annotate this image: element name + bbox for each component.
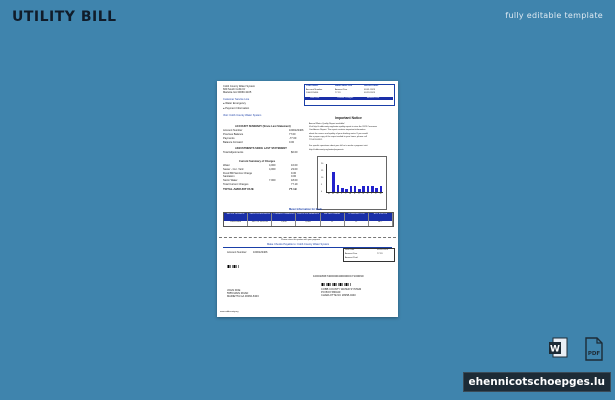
scanline: 1000180674000004000000C7100090 (313, 274, 364, 278)
usage-table (223, 212, 394, 227)
brand-watermark: ehennicotschoepges.lu (463, 372, 611, 392)
company-name: Cobb County Water System (223, 85, 256, 88)
summary-label: Payments (223, 137, 235, 140)
stub-account: 1000123406 (253, 251, 268, 254)
stub-account-label: Account Number: (227, 251, 248, 254)
chart-x-label: A (332, 193, 334, 195)
adjust-value: $0.00 (291, 151, 298, 154)
notice-line: Annual Water Quality Report available! (309, 123, 345, 125)
company-addr2: Marietta GA 30060-3105 (223, 91, 252, 94)
remit-addr2: CHARLOTTE NC 28258-0440 (321, 294, 356, 297)
usage-cell: 5,000 (272, 221, 296, 226)
summary-label: Previous Balance (223, 133, 244, 136)
notice-line: For specific questions about your bill or to make a payment visit (309, 145, 368, 148)
due-row-1: Date Due (310, 97, 320, 99)
word-document-icon[interactable] (548, 337, 564, 357)
top-box-line: 1000123406 (306, 91, 319, 94)
usage-cell: 4,989 (296, 221, 320, 226)
charge-qty: 4,000 (269, 164, 276, 167)
chart-x-label: M (336, 193, 339, 195)
notice-line: about the source and quality of your drinking water. If you would (309, 132, 368, 135)
summary-label: Balance Forward (223, 141, 243, 144)
stub-due-label: Due Date (345, 249, 355, 251)
consumption-chart (317, 156, 387, 210)
top-box-line: 03.29.2023 (364, 91, 375, 94)
usage-cell: 3672 N. SOUTH (248, 221, 272, 226)
small-barcode (227, 265, 239, 268)
usage-header-cell: CURRENT READING (272, 213, 296, 221)
chart-y-tick: 10 (321, 176, 324, 179)
chart-bar (341, 188, 344, 192)
charge-value: 23.00 (291, 167, 298, 171)
usage-title: Meter Information for Each (289, 208, 323, 211)
charge-value: 16.00 (291, 164, 298, 167)
charge-label: Sanitation (223, 175, 235, 179)
stub-addr2: MARIETTA GA 30060-6303 (227, 295, 259, 298)
adjust-label: Total Adjustments (223, 151, 244, 154)
summary-value: 77.00 (289, 133, 296, 136)
summary-value: 1000123406 (289, 129, 304, 132)
summary-label: Account Number (223, 129, 243, 132)
chart-plot-area (321, 162, 383, 195)
chart-bar (350, 186, 353, 192)
charge-value: 77.19 (291, 183, 298, 186)
web-info: Visit: Cobb County Water System (223, 114, 262, 117)
chart-bar (358, 189, 361, 192)
due-row-2: Current Charges (337, 97, 354, 99)
usage-cell: 11 (345, 221, 369, 226)
customer-service: Customer Service Line (223, 98, 250, 101)
top-box-title: Service Dates (364, 85, 379, 87)
notice-title: Important Notice (335, 116, 362, 120)
page-title: UTILITY BILL (12, 9, 117, 25)
notice-line: Confidence Report. The report contains important information (309, 129, 366, 132)
usage-header-cell: PREVIOUS READING (296, 213, 320, 221)
remit-name: COBB COUNTY WATER SYSTEM (321, 288, 362, 291)
page-subtitle: fully editable template (505, 11, 603, 20)
notice-line: 770-419-6201. (309, 139, 323, 141)
detach-note: Please return this portion with your payment (281, 239, 321, 241)
chart-x-label: J (345, 193, 347, 195)
summary-title: ACCOUNT SUMMARY (Since Last Statement) (235, 125, 291, 128)
summary-value: 0.00 (289, 141, 295, 144)
charge-label: Fixed Bill Service Charge (223, 171, 253, 175)
notice-line: Visit http://cobbcounty.org/water-quality-report to view the 2023 Consumer (309, 126, 378, 129)
notice-line: http://cobbcounty.org/water/payments (309, 148, 344, 151)
summary-value: -77.00 (289, 137, 297, 140)
chart-bar (354, 186, 357, 192)
usage-cell: ACT (369, 221, 393, 226)
usage-header-cell: METER USAGE (321, 213, 345, 221)
stub-addr1: 5555 MAIN ROAD (227, 292, 249, 295)
pdf-label: PDF (587, 351, 601, 357)
chart-bar (367, 186, 370, 192)
usage-header-cell: SERVICE ADDRESS (248, 213, 272, 221)
chart-bar (371, 186, 374, 192)
charge-label: Water (223, 164, 230, 167)
charge-value: 0.00 (291, 175, 297, 179)
top-box-line: Amount Due (335, 88, 348, 91)
chart-bar (375, 188, 378, 192)
charge-label: Total Current Charges (223, 183, 249, 186)
charge-label: Sewer - Cur. Yard (223, 167, 244, 171)
top-box-title: Cobb Water (306, 85, 319, 87)
chart-x-label: M (379, 193, 382, 195)
chart-bar (380, 186, 383, 192)
stub-amount-label: Amount Due (345, 253, 358, 255)
top-box-line: 77.19 (335, 91, 341, 94)
charge-label: Storm Water (223, 179, 238, 183)
remit-addr1: PO BOX 580440 (321, 291, 341, 294)
stub-amount: 77.19 (377, 253, 383, 255)
stub-title: Make Checks Payable to: Cobb County Water System (267, 243, 330, 246)
charge-value: 18.00 (291, 179, 298, 183)
phone-line-2: ● Payment Information (223, 107, 250, 110)
chart-x-label: N (362, 193, 364, 195)
charge-qty: 7.000 (269, 179, 276, 183)
notice-line: like a paper copy of the report mailed to your home, please call (309, 135, 367, 138)
usage-header-row (224, 213, 393, 221)
usage-header-cell: CONSUMPTION (345, 213, 369, 221)
charge-value: 9.30 (291, 171, 297, 175)
chart-x-label: M (328, 193, 330, 195)
stub-due: 03.28.2023 (377, 249, 388, 251)
chart-x-label: D (366, 193, 369, 195)
detach-line (219, 237, 396, 238)
phone-line-1: ● Water Emergency (223, 102, 246, 105)
stub-name: JOHN DOE (227, 289, 241, 292)
chart-x-label: J (371, 193, 373, 195)
chart-y-tick: 20 (321, 162, 324, 165)
footer-url: www.cobbcounty.org (220, 311, 239, 313)
amount-paid-label: Amount Paid (345, 257, 358, 259)
charge-qty: 4,000 (269, 167, 276, 171)
usage-header-cell: BILL STATUS (369, 213, 393, 221)
chart-y-tick: 15 (321, 169, 324, 172)
top-box-title: Water Meter Use (335, 85, 353, 87)
chart-y-tick: 5 (321, 183, 323, 186)
chart-x-label: J (340, 193, 342, 195)
chart-x-label: O (358, 193, 360, 195)
company-addr1: 660 South Cobb Dr (223, 88, 246, 91)
remit-barcode (321, 283, 351, 286)
chart-bar (332, 172, 335, 192)
bill-document (217, 81, 398, 317)
pdf-document-icon[interactable] (583, 337, 599, 357)
charges-title: Current Summary of Charges (239, 160, 276, 163)
chart-x-label: F (375, 193, 377, 195)
word-letter: W (550, 344, 560, 355)
chart-bar (345, 189, 348, 192)
total-value: 77.19 (289, 187, 297, 191)
usage-row (224, 221, 393, 226)
chart-bar (337, 185, 340, 192)
adjust-title: ADJUSTMENTS SINCE LAST STATEMENT (235, 147, 287, 150)
usage-header-cell: METER NUMBER (224, 213, 248, 221)
usage-cell: 100013464 (224, 221, 248, 226)
total-label: TOTAL AMOUNT DUE (223, 187, 254, 191)
due-row-3: Amount Due (367, 97, 380, 99)
chart-x-label: A (349, 193, 351, 195)
top-box-line: 03.01.2023 (364, 88, 375, 91)
usage-cell: 11 (321, 221, 345, 226)
top-box-line: Account Number (306, 88, 323, 91)
chart-x-label: S (353, 193, 356, 195)
chart-y-tick: 0 (321, 190, 323, 193)
chart-bar (362, 186, 365, 192)
